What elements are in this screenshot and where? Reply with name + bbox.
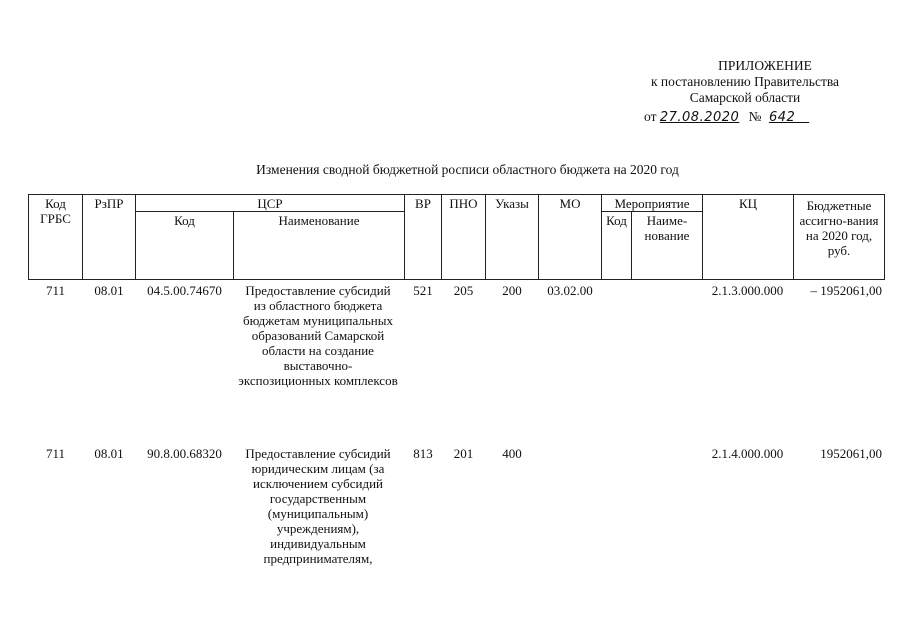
header-pno: ПНО xyxy=(449,196,478,211)
appendix-region: Самарской области xyxy=(689,90,801,105)
cell-amount: 1952061,00 xyxy=(820,446,882,461)
header-meropriyatie: Мероприятие xyxy=(614,196,690,211)
header-kc: КЦ xyxy=(738,196,758,211)
cell-ukazy: 400 xyxy=(502,446,522,461)
cell-pno: 201 xyxy=(453,446,474,461)
cell-csr-kod: 90.8.00.68320 xyxy=(147,446,222,461)
cell-kc: 2.1.4.000.000 xyxy=(711,446,784,461)
header-csr: ЦСР xyxy=(257,196,283,211)
header-kod-grbs: Код ГРБС xyxy=(40,196,71,226)
document-title: Изменения сводной бюджетной росписи областного бюджета на 2020 год xyxy=(256,162,679,177)
appendix-resolution: к постановлению Правительства xyxy=(650,74,840,89)
header-csr-kod: Код xyxy=(174,213,195,228)
appendix-date-number xyxy=(644,109,809,125)
handwritten-number: 642 xyxy=(768,110,796,125)
header-rzpr: РзПР xyxy=(94,196,124,211)
header-ukazy: Указы xyxy=(495,196,529,211)
cell-grbs: 711 xyxy=(45,283,66,298)
header-budget: Бюджетные ассигно-вания на 2020 год, руб. xyxy=(799,198,879,258)
appendix-block xyxy=(600,58,890,106)
cell-name: Предоставление субсидий юридическим лицам (за исключением субсидий государственным (муниципальным) учреждениям), индивидуальным предпринимателям, xyxy=(245,446,391,566)
header-mer-kod: Код xyxy=(606,213,627,228)
date-prefix: от xyxy=(644,109,657,124)
header-vr: ВР xyxy=(415,196,431,211)
header-csr-name: Наименование xyxy=(278,213,360,228)
header-mer-name: Наиме-нование xyxy=(644,213,690,243)
cell-amount: – 1952061,00 xyxy=(810,283,882,298)
cell-kc: 2.1.3.000.000 xyxy=(711,283,784,298)
cell-grbs: 711 xyxy=(45,446,66,461)
appendix-title: ПРИЛОЖЕНИЕ xyxy=(718,58,812,73)
cell-vr: 813 xyxy=(413,446,433,461)
number-prefix: № xyxy=(748,109,762,124)
cell-pno: 205 xyxy=(453,283,474,298)
cell-mo: 03.02.00 xyxy=(547,283,593,298)
handwritten-date: 27.08.2020 xyxy=(659,110,740,125)
cell-name: Предоставление субсидий из областного бюджета бюджетам муниципальных образований Самарской области на создание выставочно-экспозиционных комплексов xyxy=(238,283,398,388)
cell-rzpr: 08.01 xyxy=(94,446,124,461)
cell-csr-kod: 04.5.00.74670 xyxy=(147,283,222,298)
cell-rzpr: 08.01 xyxy=(94,283,124,298)
header-mo: МО xyxy=(559,196,581,211)
cell-vr: 521 xyxy=(413,283,433,298)
cell-ukazy: 200 xyxy=(502,283,522,298)
